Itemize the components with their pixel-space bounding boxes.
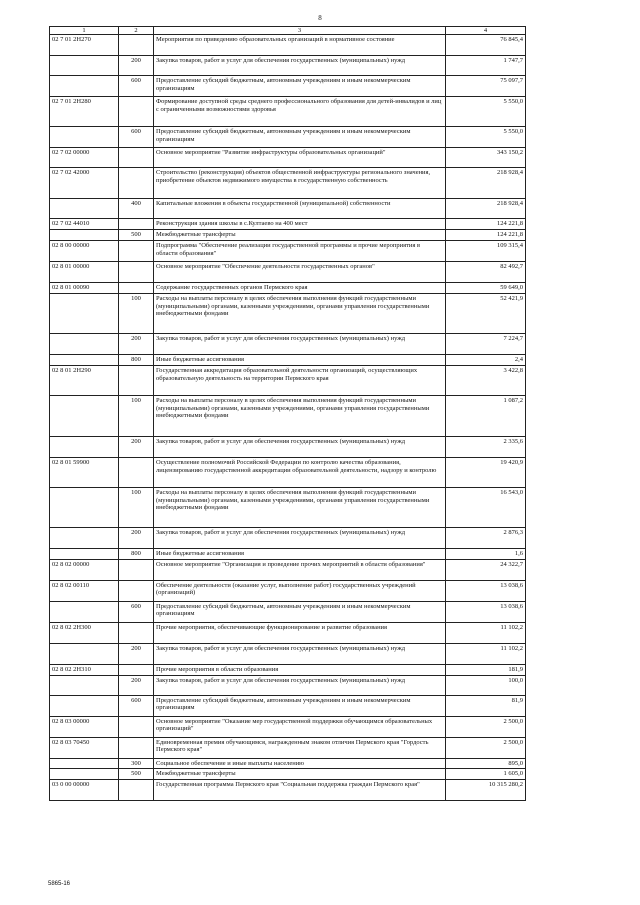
row-code: 02 8 01 2Н290: [50, 366, 119, 396]
row-amount: 181,9: [446, 664, 526, 675]
row-code: 02 8 02 00110: [50, 580, 119, 601]
row-expense-type: 800: [119, 549, 154, 559]
table-row: [50, 695, 526, 716]
row-name: Закупка товаров, работ и услуг для обеспечения государственных (муниципальных) нужд: [154, 675, 446, 695]
row-amount: 7 224,7: [446, 334, 526, 355]
row-code: [50, 355, 119, 366]
row-amount: 124 221,8: [446, 230, 526, 241]
table-row: [50, 528, 526, 549]
row-name: Иные бюджетные ассигнования: [154, 549, 446, 559]
page-number: 8: [318, 14, 322, 22]
row-expense-type: 100: [119, 488, 154, 528]
row-name: Капитальные вложения в объекты государственной (муниципальной) собственности: [154, 199, 446, 219]
row-expense-type: [119, 622, 154, 643]
row-expense-type: [119, 35, 154, 56]
table-row: [50, 458, 526, 488]
row-code: 02 7 01 2Н280: [50, 97, 119, 127]
row-name: Расходы на выплаты персоналу в целях обеспечения выполнения функций государственными (муниципальными) органами, казенными учреждениями, органами управления государственными внебюджетными фондами: [154, 396, 446, 437]
row-name: Межбюджетные трансферты: [154, 769, 446, 779]
table-row: [50, 601, 526, 622]
row-amount: 11 102,2: [446, 643, 526, 664]
row-name: Закупка товаров, работ и услуг для обеспечения государственных (муниципальных) нужд: [154, 437, 446, 458]
table-row: [50, 199, 526, 219]
table-row: [50, 76, 526, 97]
table-row: [50, 355, 526, 366]
table-row: [50, 488, 526, 528]
row-expense-type: 600: [119, 695, 154, 716]
row-amount: 109 315,4: [446, 241, 526, 262]
row-expense-type: [119, 219, 154, 230]
row-expense-type: 200: [119, 675, 154, 695]
row-name: Предоставление субсидий бюджетным, автономным учреждениям и иным некоммерческим организациям: [154, 601, 446, 622]
row-code: 02 8 03 70450: [50, 737, 119, 758]
row-expense-type: 200: [119, 643, 154, 664]
row-name: Осуществление полномочий Российской Федерации по контролю качества образования, лицензированию государственной аккредитации образовательной деятельности, надзору и контролю: [154, 458, 446, 488]
row-name: Межбюджетные трансферты: [154, 230, 446, 241]
table-row: [50, 56, 526, 76]
row-name: Закупка товаров, работ и услуг для обеспечения государственных (муниципальных) нужд: [154, 528, 446, 549]
row-expense-type: [119, 366, 154, 396]
row-expense-type: 500: [119, 230, 154, 241]
row-name: Закупка товаров, работ и услуг для обеспечения государственных (муниципальных) нужд: [154, 334, 446, 355]
row-code: 02 7 02 00000: [50, 148, 119, 168]
row-expense-type: [119, 559, 154, 580]
row-expense-type: [119, 716, 154, 737]
row-code: [50, 758, 119, 768]
row-name: Прочие мероприятия, обеспечивающие функционирование и развитие образования: [154, 622, 446, 643]
row-name: Предоставление субсидий бюджетным, автономным учреждениям и иным некоммерческим организациям: [154, 127, 446, 148]
row-amount: 82 492,7: [446, 262, 526, 283]
row-name: Формирование доступной среды среднего профессионального образования для детей-инвалидов и лиц с ограниченными возможностями здоровья: [154, 97, 446, 127]
table-row: [50, 622, 526, 643]
table-row: [50, 168, 526, 199]
table-row: [50, 643, 526, 664]
row-name: Основное мероприятие "Оказание мер государственной поддержки обучающимся образовательных организаций": [154, 716, 446, 737]
table-row: [50, 230, 526, 241]
row-name: Социальное обеспечение и иные выплаты населению: [154, 758, 446, 768]
row-amount: 2 500,0: [446, 737, 526, 758]
row-name: Основное мероприятие "Развитие инфраструктуры образовательных организаций": [154, 148, 446, 168]
row-name: Расходы на выплаты персоналу в целях обеспечения выполнения функций государственными (муниципальными) органами, казенными учреждениями, органами управления государственными внебюджетными фондами: [154, 488, 446, 528]
row-amount: 81,9: [446, 695, 526, 716]
table-row: [50, 294, 526, 334]
row-expense-type: 600: [119, 127, 154, 148]
row-amount: 1,6: [446, 549, 526, 559]
row-expense-type: 200: [119, 56, 154, 76]
row-amount: 1 747,7: [446, 56, 526, 76]
row-expense-type: 300: [119, 758, 154, 768]
row-name: Подпрограмма "Обеспечение реализации государственной программы и прочие мероприятия в области образования": [154, 241, 446, 262]
row-name: Реконструкция здания школы в с.Култаево на 400 мест: [154, 219, 446, 230]
row-amount: 895,0: [446, 758, 526, 768]
row-code: [50, 76, 119, 97]
column-header-2: 2: [119, 27, 154, 35]
row-expense-type: 200: [119, 528, 154, 549]
column-header-3: 3: [154, 27, 446, 35]
row-code: [50, 675, 119, 695]
table-row: [50, 580, 526, 601]
row-code: [50, 528, 119, 549]
row-expense-type: 100: [119, 396, 154, 437]
row-code: 02 8 01 00090: [50, 283, 119, 294]
row-name: Закупка товаров, работ и услуг для обеспечения государственных (муниципальных) нужд: [154, 643, 446, 664]
row-expense-type: 600: [119, 76, 154, 97]
row-amount: 52 421,9: [446, 294, 526, 334]
row-amount: 1 087,2: [446, 396, 526, 437]
row-amount: 5 550,0: [446, 127, 526, 148]
table-row: [50, 779, 526, 800]
row-code: 02 8 02 00000: [50, 559, 119, 580]
table-row: [50, 664, 526, 675]
row-code: 02 8 01 00000: [50, 262, 119, 283]
row-expense-type: 100: [119, 294, 154, 334]
row-code: [50, 127, 119, 148]
document-code: 5865-16: [48, 881, 71, 887]
row-expense-type: [119, 458, 154, 488]
row-expense-type: 600: [119, 601, 154, 622]
table-row: [50, 737, 526, 758]
row-amount: 100,0: [446, 675, 526, 695]
row-code: 02 7 02 42000: [50, 168, 119, 199]
table-row: [50, 35, 526, 56]
table-row: [50, 127, 526, 148]
table-row: [50, 241, 526, 262]
table-row: [50, 334, 526, 355]
row-code: 02 8 01 59900: [50, 458, 119, 488]
table-row: [50, 559, 526, 580]
row-name: Предоставление субсидий бюджетным, автономным учреждениям и иным некоммерческим организациям: [154, 76, 446, 97]
row-amount: 1 605,0: [446, 769, 526, 779]
row-amount: 218 928,4: [446, 168, 526, 199]
table-row: [50, 366, 526, 396]
row-amount: 2,4: [446, 355, 526, 366]
row-code: [50, 334, 119, 355]
row-expense-type: [119, 737, 154, 758]
budget-table: [49, 26, 526, 801]
row-amount: 59 649,0: [446, 283, 526, 294]
row-amount: 19 420,9: [446, 458, 526, 488]
row-amount: 13 038,6: [446, 601, 526, 622]
row-amount: 24 322,7: [446, 559, 526, 580]
table-row: [50, 262, 526, 283]
row-amount: 75 097,7: [446, 76, 526, 97]
row-name: Основное мероприятие "Организация и проведение прочих мероприятий в области образования": [154, 559, 446, 580]
row-amount: 5 550,0: [446, 97, 526, 127]
row-amount: 13 038,6: [446, 580, 526, 601]
row-expense-type: [119, 262, 154, 283]
row-expense-type: [119, 97, 154, 127]
row-amount: 3 422,8: [446, 366, 526, 396]
column-header-1: 1: [50, 27, 119, 35]
row-name: Государственная программа Пермского края "Социальная поддержка граждан Пермского края": [154, 779, 446, 800]
row-name: Содержание государственных органов Пермского края: [154, 283, 446, 294]
row-code: [50, 695, 119, 716]
row-expense-type: 200: [119, 437, 154, 458]
row-code: [50, 437, 119, 458]
row-code: [50, 643, 119, 664]
row-name: Мероприятия по приведению образовательных организаций в нормативное состояние: [154, 35, 446, 56]
row-amount: 16 543,0: [446, 488, 526, 528]
row-expense-type: [119, 168, 154, 199]
row-code: 02 7 01 2Н270: [50, 35, 119, 56]
row-code: [50, 230, 119, 241]
row-code: [50, 56, 119, 76]
row-name: Обеспечение деятельности (оказание услуг, выполнение работ) государственных учреждений (организаций): [154, 580, 446, 601]
table-body: [50, 35, 526, 800]
row-expense-type: 500: [119, 769, 154, 779]
row-name: Строительство (реконструкция) объектов общественной инфраструктуры регионального значения, приобретение объектов недвижимого имущества в государственную собственность: [154, 168, 446, 199]
row-code: [50, 294, 119, 334]
row-code: [50, 488, 119, 528]
row-name: Расходы на выплаты персоналу в целях обеспечения выполнения функций государственными (муниципальными) органами, казенными учреждениями, органами управления государственными внебюджетными фондами: [154, 294, 446, 334]
row-expense-type: 400: [119, 199, 154, 219]
row-expense-type: [119, 148, 154, 168]
table-row: [50, 716, 526, 737]
row-code: [50, 601, 119, 622]
row-code: 02 8 03 00000: [50, 716, 119, 737]
row-amount: 11 102,2: [446, 622, 526, 643]
row-expense-type: 200: [119, 334, 154, 355]
row-code: 02 8 00 00000: [50, 241, 119, 262]
row-code: 02 8 02 2Н300: [50, 622, 119, 643]
row-amount: 10 315 280,2: [446, 779, 526, 800]
row-expense-type: [119, 283, 154, 294]
row-amount: 76 845,4: [446, 35, 526, 56]
table-row: [50, 283, 526, 294]
table-row: [50, 97, 526, 127]
row-code: 03 0 00 00000: [50, 779, 119, 800]
row-name: Закупка товаров, работ и услуг для обеспечения государственных (муниципальных) нужд: [154, 56, 446, 76]
row-code: [50, 549, 119, 559]
row-name: Прочие мероприятия в области образования: [154, 664, 446, 675]
row-name: Государственная аккредитация образовательной деятельности организаций, осуществляющих образовательную деятельность на территории Пермского края: [154, 366, 446, 396]
table-row: [50, 758, 526, 768]
table-row: [50, 437, 526, 458]
row-amount: 2 876,3: [446, 528, 526, 549]
row-code: [50, 396, 119, 437]
row-amount: 124 221,8: [446, 219, 526, 230]
row-expense-type: [119, 779, 154, 800]
row-expense-type: [119, 664, 154, 675]
row-expense-type: 800: [119, 355, 154, 366]
row-expense-type: [119, 580, 154, 601]
table-row: [50, 675, 526, 695]
table-row: [50, 148, 526, 168]
row-amount: 2 335,6: [446, 437, 526, 458]
row-code: [50, 199, 119, 219]
row-amount: 218 928,4: [446, 199, 526, 219]
row-code: 02 7 02 44010: [50, 219, 119, 230]
row-name: Иные бюджетные ассигнования: [154, 355, 446, 366]
column-header-4: 4: [446, 27, 526, 35]
column-number-row: [50, 27, 526, 35]
table-row: [50, 769, 526, 779]
row-amount: 2 500,0: [446, 716, 526, 737]
row-code: 02 8 02 2Н310: [50, 664, 119, 675]
table-row: [50, 219, 526, 230]
table-row: [50, 396, 526, 437]
row-code: [50, 769, 119, 779]
row-name: Предоставление субсидий бюджетным, автономным учреждениям и иным некоммерческим организациям: [154, 695, 446, 716]
row-amount: 343 150,2: [446, 148, 526, 168]
table-row: [50, 549, 526, 559]
row-expense-type: [119, 241, 154, 262]
row-name: Основное мероприятие "Обеспечение деятельности государственных органов": [154, 262, 446, 283]
row-name: Единовременная премия обучающимся, награжденным знаком отличия Пермского края "Гордость Пермского края": [154, 737, 446, 758]
